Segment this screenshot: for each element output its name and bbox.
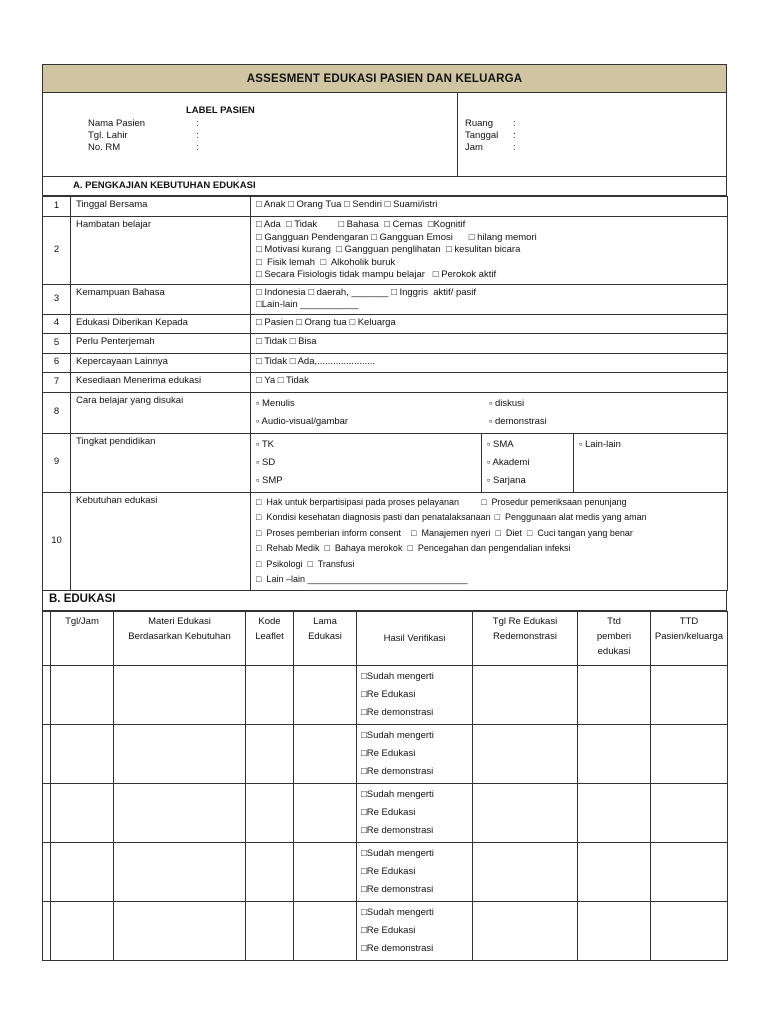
pendidikan-col-2[interactable]: [482, 433, 574, 492]
kemampuan-bahasa-options[interactable]: [251, 284, 728, 314]
row-label: Kepercayaan Lainnya: [71, 353, 251, 372]
hasil-verifikasi-cell[interactable]: [357, 783, 473, 842]
option-sarjana[interactable]: ▫ Sarjana: [487, 474, 526, 486]
tgl-jam-cell[interactable]: [51, 901, 114, 960]
row-cara-belajar: [43, 392, 728, 433]
edukasi-spacer-col: [43, 611, 51, 665]
header-text: Kode: [258, 615, 281, 627]
form-title: ASSESMENT EDUKASI PASIEN DAN KELUARGA: [42, 64, 727, 93]
row-label: Kesediaan Menerima edukasi: [71, 372, 251, 392]
option-line[interactable]: □ Psikologi □ Transfusi: [256, 558, 355, 569]
hasil-verifikasi-cell[interactable]: [357, 901, 473, 960]
row-number: 10: [43, 492, 71, 590]
check-re-demonstrasi[interactable]: □Re demonstrasi: [361, 765, 434, 777]
jam-field[interactable]: :: [513, 142, 516, 153]
spacer-cell: [43, 901, 51, 960]
option-tk[interactable]: ▫ TK: [256, 438, 274, 450]
tgl-re-cell[interactable]: [473, 901, 578, 960]
kebutuhan-edukasi-options[interactable]: [251, 492, 728, 590]
row-tinggal-bersama: [43, 197, 728, 217]
lama-cell[interactable]: [294, 665, 357, 724]
check-re-demonstrasi[interactable]: □Re demonstrasi: [361, 883, 434, 895]
check-re-edukasi[interactable]: □Re Edukasi: [361, 688, 416, 700]
hasil-verifikasi-cell[interactable]: [357, 842, 473, 901]
row-edukasi-diberikan: [43, 314, 728, 333]
no-rm-label: No. RM: [88, 142, 121, 153]
row-label: Tinggal Bersama: [71, 197, 251, 217]
header-text: pemberi: [596, 630, 632, 642]
option-lain-lain[interactable]: ▫ Lain-lain: [579, 438, 621, 450]
tanggal-field[interactable]: :: [513, 130, 516, 141]
option-sd[interactable]: ▫ SD: [256, 456, 276, 468]
row-number: 1: [43, 197, 71, 217]
header-lama: [294, 611, 357, 665]
check-re-demonstrasi[interactable]: □Re demonstrasi: [361, 942, 434, 954]
option-smp[interactable]: ▫ SMP: [256, 474, 283, 486]
nama-pasien-label: Nama Pasien: [88, 118, 146, 129]
header-text: Hasil Verifikasi: [383, 632, 446, 644]
option-line[interactable]: □ Rehab Medik □ Bahaya merokok □ Pencegahan dan pengendalian infeksi: [256, 543, 571, 553]
edukasi-row: [43, 665, 728, 724]
option-kondisi-kesehatan[interactable]: □ Kondisi kesehatan diagnosis pasti dan penatalaksanaan: [256, 512, 491, 522]
section-a-title: A. PENGKAJIAN KEBUTUHAN EDUKASI: [42, 177, 727, 196]
option-hak-berpartisipasi[interactable]: □ Hak untuk berpartisipasi pada proses pelayanan: [256, 496, 460, 507]
check-sudah-mengerti[interactable]: □Sudah mengerti: [361, 729, 434, 741]
row-number: 8: [43, 392, 71, 433]
check-re-demonstrasi[interactable]: □Re demonstrasi: [361, 706, 434, 718]
check-re-edukasi[interactable]: □Re Edukasi: [361, 747, 416, 759]
header-text: Tgl Re Edukasi: [492, 615, 558, 627]
materi-cell[interactable]: [114, 665, 246, 724]
edukasi-row: [43, 724, 728, 783]
header-text: Berdasarkan Kebutuhan: [128, 630, 231, 642]
header-hasil: [357, 611, 473, 665]
ttd-pasien-cell[interactable]: [651, 665, 728, 724]
ttd-pemberi-cell[interactable]: [578, 783, 651, 842]
edukasi-row: [43, 842, 728, 901]
materi-cell[interactable]: [114, 783, 246, 842]
header-text: Ttd: [607, 615, 621, 627]
check-re-demonstrasi[interactable]: □Re demonstrasi: [361, 824, 434, 836]
ttd-pemberi-cell[interactable]: [578, 842, 651, 901]
spacer-cell: [43, 665, 51, 724]
row-label: Kebutuhan edukasi: [71, 492, 251, 590]
check-sudah-mengerti[interactable]: □Sudah mengerti: [361, 847, 434, 859]
header-tgl-jam: [51, 611, 114, 665]
spacer-cell: [43, 783, 51, 842]
assessment-table: [42, 196, 728, 591]
kode-cell[interactable]: [246, 901, 294, 960]
kode-cell[interactable]: [246, 783, 294, 842]
tgl-lahir-label: Tgl. Lahir: [88, 130, 128, 141]
row-number: 6: [43, 353, 71, 372]
kode-cell[interactable]: [246, 665, 294, 724]
header-text: Leaflet: [255, 630, 284, 642]
tgl-re-cell[interactable]: [473, 842, 578, 901]
row-kesediaan-menerima: [43, 372, 728, 392]
spacer-cell: [43, 724, 51, 783]
kepercayaan-lainnya-options[interactable]: □ Tidak □ Ada,......................: [251, 353, 728, 372]
ttd-pemberi-cell[interactable]: [578, 724, 651, 783]
tgl-re-cell[interactable]: [473, 783, 578, 842]
option-prosedur-pemeriksaan[interactable]: □ Prosedur pemeriksaan penunjang: [481, 496, 627, 507]
header-text: Materi Edukasi: [148, 615, 211, 627]
no-rm-field[interactable]: :: [196, 142, 199, 153]
materi-cell[interactable]: [114, 901, 246, 960]
row-number: 7: [43, 372, 71, 392]
check-re-edukasi[interactable]: □Re Edukasi: [361, 924, 416, 936]
tgl-re-cell[interactable]: [473, 665, 578, 724]
kesediaan-menerima-options[interactable]: □ Ya □ Tidak: [251, 372, 728, 392]
header-tgl-re: [473, 611, 578, 665]
row-kebutuhan-edukasi: [43, 492, 728, 590]
edukasi-diberikan-options[interactable]: □ Pasien □ Orang tua □ Keluarga: [251, 314, 728, 333]
pendidikan-col-1[interactable]: [251, 433, 482, 492]
hasil-verifikasi-cell[interactable]: [357, 665, 473, 724]
header-text: Tgl/Jam: [65, 615, 99, 627]
ttd-pasien-cell[interactable]: [651, 783, 728, 842]
jam-label: Jam: [465, 142, 483, 153]
row-label: Edukasi Diberikan Kepada: [71, 314, 251, 333]
check-re-edukasi[interactable]: □Re Edukasi: [361, 865, 416, 877]
row-label: Tingkat pendidikan: [71, 433, 251, 492]
option-menulis[interactable]: ▫ Menulis: [256, 397, 295, 409]
check-sudah-mengerti[interactable]: □Sudah mengerti: [361, 788, 434, 800]
row-kepercayaan-lainnya: [43, 353, 728, 372]
row-tingkat-pendidikan: [43, 433, 728, 492]
tgl-jam-cell[interactable]: [51, 783, 114, 842]
assessment-form: [42, 64, 727, 961]
edukasi-row: [43, 901, 728, 960]
perlu-penterjemah-options[interactable]: □ Tidak □ Bisa: [251, 333, 728, 353]
header-text: Pasien/keluarga: [654, 630, 724, 642]
option-diskusi[interactable]: ▫ diskusi: [489, 397, 525, 409]
materi-cell[interactable]: [114, 724, 246, 783]
ttd-pasien-cell[interactable]: [651, 901, 728, 960]
row-number: 9: [43, 433, 71, 492]
header-ttd-pasien: [651, 611, 728, 665]
edukasi-header-row: [43, 611, 728, 665]
option-akademi[interactable]: ▫ Akademi: [487, 456, 530, 468]
kode-cell[interactable]: [246, 724, 294, 783]
kode-cell[interactable]: [246, 842, 294, 901]
option-line[interactable]: □ Indonesia □ daerah, _______ □ Inggris aktif/ pasif: [256, 286, 477, 298]
row-label: Hambatan belajar: [71, 217, 251, 285]
row-hambatan-belajar: [43, 217, 728, 285]
row-label: Perlu Penterjemah: [71, 333, 251, 353]
patient-divider: [457, 93, 458, 176]
edukasi-row: [43, 783, 728, 842]
row-number: 4: [43, 314, 71, 333]
check-sudah-mengerti[interactable]: □Sudah mengerti: [361, 670, 434, 682]
nama-pasien-field[interactable]: :: [196, 118, 199, 129]
option-demonstrasi[interactable]: ▫ demonstrasi: [489, 415, 547, 427]
tgl-jam-cell[interactable]: [51, 665, 114, 724]
materi-cell[interactable]: [114, 842, 246, 901]
option-line[interactable]: □ Lain –lain ________________________________: [256, 574, 468, 584]
lama-cell[interactable]: [294, 783, 357, 842]
header-text: edukasi: [597, 645, 631, 657]
option-line[interactable]: □Lain-lain ___________: [256, 299, 359, 310]
row-kemampuan-bahasa: [43, 284, 728, 314]
header-ttd-pemberi: [578, 611, 651, 665]
ruang-label: Ruang: [465, 118, 493, 129]
check-sudah-mengerti[interactable]: □Sudah mengerti: [361, 906, 434, 918]
lama-cell[interactable]: [294, 724, 357, 783]
tgl-lahir-field[interactable]: :: [196, 130, 199, 141]
ttd-pemberi-cell[interactable]: [578, 665, 651, 724]
option-line[interactable]: □ Fisik lemah □ Alkoholik buruk: [256, 256, 396, 268]
row-perlu-penterjemah: [43, 333, 728, 353]
tgl-jam-cell[interactable]: [51, 842, 114, 901]
tgl-re-cell[interactable]: [473, 724, 578, 783]
tgl-jam-cell[interactable]: [51, 724, 114, 783]
option-audio-visual[interactable]: ▫ Audio-visual/gambar: [256, 415, 349, 427]
ttd-pasien-cell[interactable]: [651, 842, 728, 901]
option-penggunaan-alat-medis[interactable]: □ Penggunaan alat medis yang aman: [494, 512, 647, 522]
ttd-pasien-cell[interactable]: [651, 724, 728, 783]
header-text: Lama: [313, 615, 337, 627]
lama-cell[interactable]: [294, 901, 357, 960]
header-materi: [114, 611, 246, 665]
spacer-cell: [43, 842, 51, 901]
edukasi-table: [42, 611, 728, 961]
header-kode: [246, 611, 294, 665]
hasil-verifikasi-cell[interactable]: [357, 724, 473, 783]
header-text: TTD: [679, 615, 699, 627]
row-label: Kemampuan Bahasa: [71, 284, 251, 314]
patient-label-title: LABEL PASIEN: [186, 105, 255, 116]
check-re-edukasi[interactable]: □Re Edukasi: [361, 806, 416, 818]
ttd-pemberi-cell[interactable]: [578, 901, 651, 960]
ruang-field[interactable]: :: [513, 118, 516, 129]
option-sma[interactable]: ▫ SMA: [487, 438, 514, 450]
tanggal-label: Tanggal: [465, 130, 499, 141]
cara-belajar-options[interactable]: [251, 392, 728, 433]
option-line[interactable]: □ Motivasi kurang □ Gangguan penglihatan □ kesulitan bicara: [256, 244, 521, 255]
lama-cell[interactable]: [294, 842, 357, 901]
row-label: Cara belajar yang disukai: [71, 392, 251, 433]
section-b-title: B. EDUKASI: [42, 591, 727, 611]
row-number: 2: [43, 217, 71, 285]
tinggal-bersama-options[interactable]: □ Anak □ Orang Tua □ Sendiri □ Suami/istri: [251, 197, 728, 217]
pendidikan-col-3[interactable]: [574, 433, 728, 492]
option-line[interactable]: □ Proses pemberian inform consent □ Manajemen nyeri □ Diet □ Cuci tangan yang benar: [256, 527, 633, 538]
option-line[interactable]: □ Gangguan Pendengaran □ Gangguan Emosi □ hilang memori: [256, 231, 537, 243]
hambatan-belajar-options[interactable]: [251, 217, 728, 285]
option-line[interactable]: □ Ada □ Tidak □ Bahasa □ Cemas □Kognitif: [256, 219, 466, 230]
option-line[interactable]: □ Secara Fisiologis tidak mampu belajar □ Perokok aktif: [256, 269, 497, 280]
patient-label-box: [42, 93, 727, 177]
row-number: 3: [43, 284, 71, 314]
header-text: Edukasi: [308, 630, 342, 642]
row-number: 5: [43, 333, 71, 353]
header-text: Redemonstrasi: [493, 630, 557, 642]
